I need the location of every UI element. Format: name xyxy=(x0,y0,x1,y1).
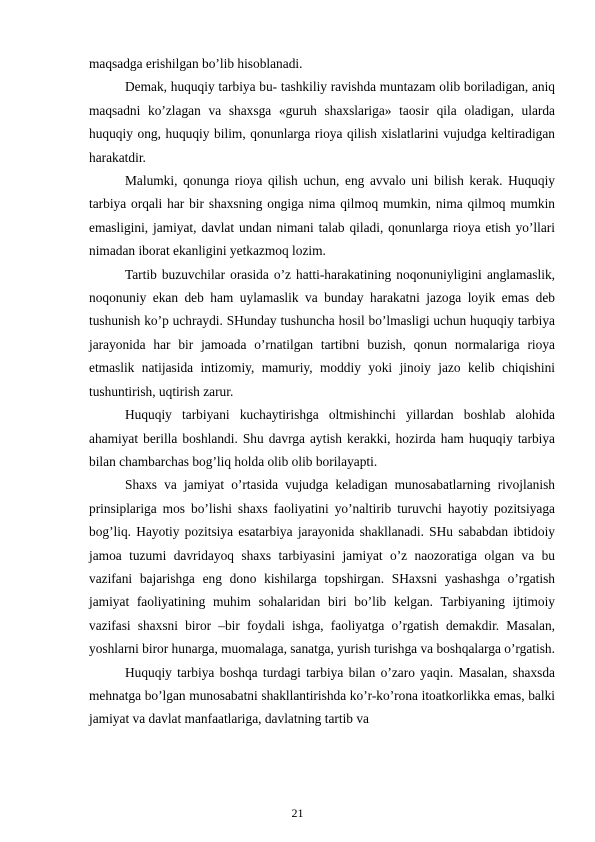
paragraph: Demak, huquqiy tarbiya bu- tashkiliy ravishda muntazam olib boriladigan, aniq maqsadni ko’zlagan va shaxsga «guruh shaxslariga» taosir qila oladigan, ularda huquqiy ong, huquqiy bilim, qonunlarga rioya qilish xislatlarini vujudga keltiradigan harakatdir. xyxy=(89,79,555,165)
body-text xyxy=(89,52,555,731)
paragraph-continuation: maqsadga erishilgan bo’lib hisoblanadi. xyxy=(89,56,303,71)
paragraph: Tartib buzuvchilar orasida o’z hatti-harakatining noqonuniyligini anglamaslik, noqonuniy ekan deb ham uylamaslik va bunday harakatni jazoga loyik emas deb tushunish ko’p uchraydi. SHunday tushuncha hosil bo’lmasligi uchun huquqiy tarbiya jarayonida har bir jamoada o’rnatilgan tartibni buzish, qonun normalariga rioya etmaslik natijasida intizomiy, mamuriy, moddiy yoki jinoiy jazo kelib chiqishini tushuntirish, uqtirish zarur. xyxy=(89,266,555,399)
paragraph: Huquqiy tarbiyani kuchaytirishga oltmishinchi yillardan boshlab alohida ahamiyat berilla boshlandi. Shu davrga aytish kerakki, hozirda ham huquqiy tarbiya bilan chambarchas bog’liq holda olib olib borilayapti. xyxy=(89,407,555,469)
paragraph: Malumki, qonunga rioya qilish uchun, eng avvalo uni bilish kerak. Huquqiy tarbiya orqali har bir shaxsning ongiga nima qilmoq mumkin, nima qilmoq mumkin emasligini, jamiyat, davlat undan nimani talab qiladi, qonunlarga rioya etish yo’llari nimadan iborat ekanligini yetkazmoq lozim. xyxy=(89,173,555,259)
paragraph: Huquqiy tarbiya boshqa turdagi tarbiya bilan o’zaro yaqin. Masalan, shaxsda mehnatga bo’lgan munosabatni shakllantirishda ko’r-ko’rona itoatkorlikka emas, balki jamiyat va davlat manfaatlariga, davlatning tartib va xyxy=(89,664,555,727)
page-number: 21 xyxy=(291,806,304,820)
paragraph: Shaxs va jamiyat o’rtasida vujudga keladigan munosabatlarning rivojlanish prinsiplariga mos bo’lishi shaxs faoliyatini yo’naltirib turuvchi hayotiy pozitsiyaga bog’liq. Hayotiy pozitsiya esatarbiya jarayonida shakllanadi. SHu sababdan ibtidoiy jamoa tuzumi davridayoq shaxs tarbiyasini jamiyat o’z naozoratiga olgan va bu vazifani bajarishga eng dono kishilarga topshirgan. SHaxsni yashashga o’rgatish jamiyat faoliyatining muhim sohalaridan biri bo’lib kelgan. Tarbiyaning ijtimoiy vazifasi shaxsni biror –bir foydali ishga, faoliyatga o’rgatish demakdir. Masalan, yoshlarni biror hunarga, muomalaga, sanatga, yurish turishga va boshqalarga o’rgatish. xyxy=(89,477,555,657)
